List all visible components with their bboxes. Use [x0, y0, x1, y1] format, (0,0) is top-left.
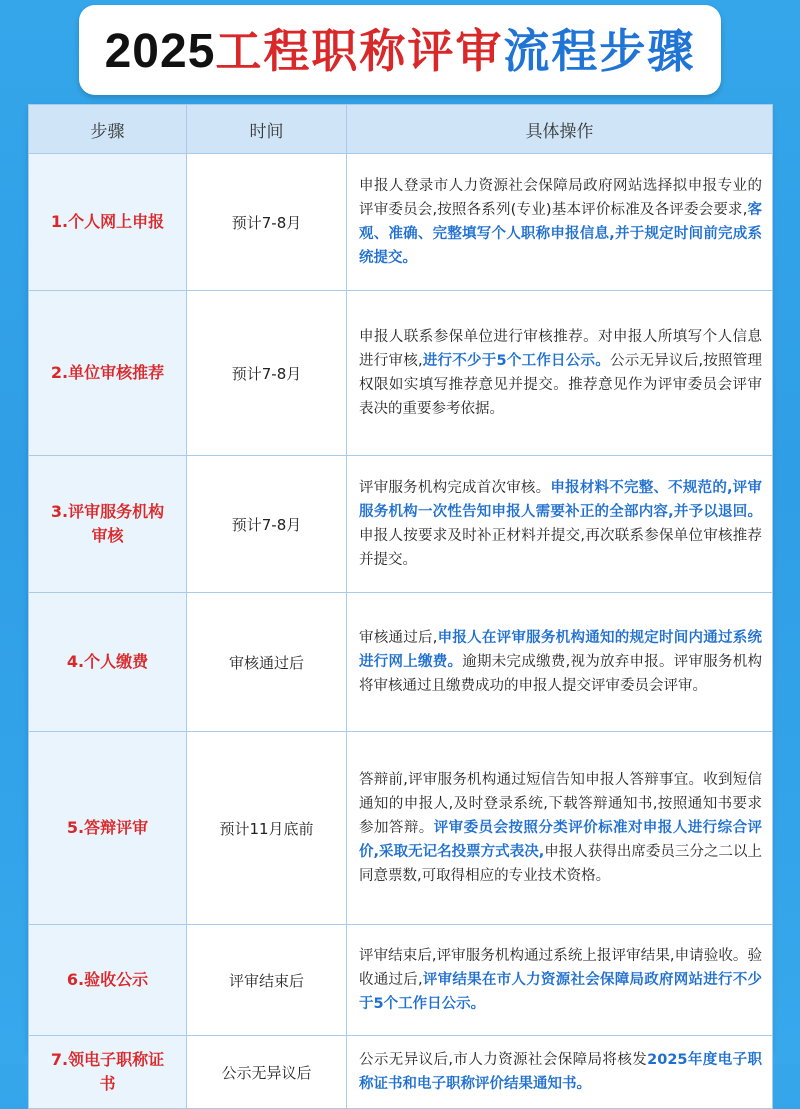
title-year: 2025: [104, 25, 216, 78]
table-row: [29, 925, 773, 1036]
title-card: [79, 5, 722, 95]
detail-text: 申报人联系参保单位进行审核推荐。对申报人所填写个人信息进行审核,: [359, 329, 762, 369]
detail-text: 审核通过后,: [359, 630, 438, 646]
step-detail: [347, 154, 773, 291]
title-red-text: 工程职称评审: [215, 24, 504, 78]
detail-highlight-text: 客观、准确、完整填写个人职称申报信息,并于规定时间前完成系统提交。: [359, 202, 763, 266]
table-row: [29, 732, 773, 925]
step-detail: [347, 1036, 773, 1109]
table-row: [29, 593, 773, 732]
detail-highlight-text: 申报材料不完整、不规范的,评审服务机构一次性告知申报人需要补正的全部内容,并予以退回。: [359, 480, 763, 520]
step-name: 3.评审服务机构审核: [29, 456, 187, 593]
header-step: 步骤: [29, 105, 187, 154]
step-time: 预计7-8月: [187, 291, 347, 456]
process-table: [28, 104, 773, 1109]
table-row: [29, 1036, 773, 1109]
step-name: 5.答辩评审: [29, 732, 187, 925]
detail-text: 申报人登录市人力资源社会保障局政府网站选择拟申报专业的评审委员会,按照各系列(专业)基本评价标准及各评委会要求,: [359, 178, 762, 218]
step-name: 6.验收公示: [29, 925, 187, 1036]
step-time: 预计11月底前: [187, 732, 347, 925]
detail-text: 申报人按要求及时补正材料并提交,再次联系参保单位审核推荐并提交。: [359, 528, 762, 568]
header-time: 时间: [187, 105, 347, 154]
detail-text: 公示无异议后,市人力资源社会保障局将核发: [359, 1052, 648, 1068]
step-detail: [347, 925, 773, 1036]
step-name: 7.领电子职称证书: [29, 1036, 187, 1109]
step-time: 审核通过后: [187, 593, 347, 732]
table-row: [29, 154, 773, 291]
detail-text: 申报人获得出席委员三分之二以上同意票数,可取得相应的专业技术资格。: [359, 844, 763, 884]
step-time: 公示无异议后: [187, 1036, 347, 1109]
step-detail: [347, 456, 773, 593]
header-detail: 具体操作: [347, 105, 773, 154]
detail-text: 逾期未完成缴费,视为放弃申报。评审服务机构将审核通过且缴费成功的申报人提交评审委员会评审。: [359, 654, 763, 694]
step-name: 1.个人网上申报: [29, 154, 187, 291]
detail-highlight-text: 申报人在评审服务机构通知的规定时间内通过系统进行网上缴费。: [359, 630, 763, 670]
step-name: 4.个人缴费: [29, 593, 187, 732]
step-time: 预计7-8月: [187, 154, 347, 291]
step-name: 2.单位审核推荐: [29, 291, 187, 456]
detail-text: 公示无异议后,按照管理权限如实填写推荐意见并提交。推荐意见作为评审委员会评审表决的重要参考依据。: [359, 353, 763, 417]
detail-text: 评审服务机构完成首次审核。: [359, 480, 551, 496]
detail-highlight-text: 评审结果在市人力资源社会保障局政府网站进行不少于5个工作日公示。: [359, 972, 763, 1012]
step-time: 预计7-8月: [187, 456, 347, 593]
title-banner: [0, 0, 800, 100]
step-detail: [347, 593, 773, 732]
title-blue-text: 流程步骤: [503, 24, 696, 78]
step-detail: [347, 291, 773, 456]
table-header-row: [29, 105, 773, 154]
detail-highlight-text: 进行不少于5个工作日公示。: [422, 353, 611, 369]
step-detail: [347, 732, 773, 925]
detail-highlight-text: 评审委员会按照分类评价标准对申报人进行综合评价,采取无记名投票方式表决,: [359, 820, 763, 860]
detail-text: 答辩前,评审服务机构通过短信告知申报人答辩事宜。收到短信通知的申报人,及时登录系统,下载答辩通知书,按照通知书要求参加答辩。: [359, 772, 762, 836]
detail-text: 评审结束后,评审服务机构通过系统上报评审结果,申请验收。验收通过后,: [359, 948, 762, 988]
detail-highlight-text: 2025年度电子职称证书和电子职称评价结果通知书。: [359, 1052, 763, 1092]
process-table-container: [28, 104, 772, 1093]
table-row: [29, 291, 773, 456]
table-row: [29, 456, 773, 593]
step-time: 评审结束后: [187, 925, 347, 1036]
